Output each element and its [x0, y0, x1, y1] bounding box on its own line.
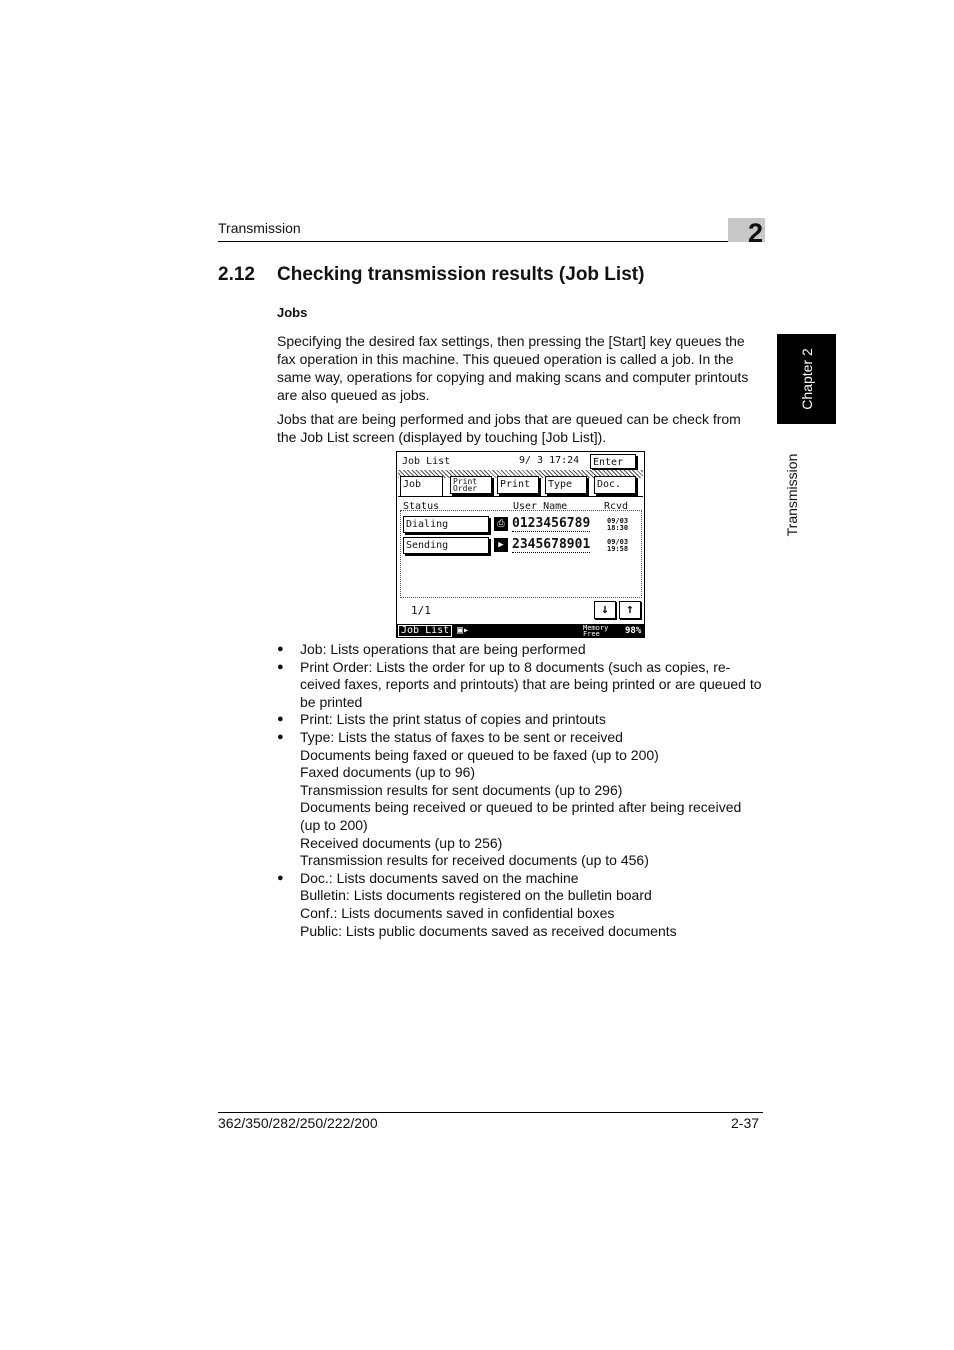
- bullet-subline: Conf.: Lists documents saved in confidential boxes: [300, 904, 615, 921]
- job-status-button[interactable]: Dialing: [403, 516, 489, 533]
- paragraph: Jobs that are being performed and jobs that are queued can be check from the Job List screen (displayed by touching [Job List]).: [277, 411, 741, 445]
- job-number: 0123456789: [512, 516, 591, 531]
- tab-type[interactable]: Type: [545, 476, 587, 494]
- tab-print[interactable]: Print: [497, 476, 539, 494]
- transmit-icon: ▸: [463, 625, 470, 636]
- bullet-icon: ●: [277, 660, 284, 673]
- footer-models: 362/350/282/250/222/200: [218, 1115, 378, 1131]
- memory-free-percent: 98%: [625, 626, 642, 636]
- tab-underline: [398, 496, 643, 497]
- paragraph: Specifying the desired fax settings, then pressing the [Start] key queues the fax operation in this machine. This queued operation is called a job. In the same way, operations for copying and making scans and computer printouts are also queued as jobs.: [277, 333, 749, 403]
- job-rcvd-datetime: [607, 539, 628, 553]
- tab-doc[interactable]: Doc.: [594, 476, 636, 494]
- screen-title: Job List: [402, 456, 451, 467]
- section-title-text: Checking transmission results (Job List): [277, 264, 645, 285]
- page-indicator: 1/1: [411, 604, 431, 617]
- job-date: 09/03: [607, 517, 629, 525]
- side-chapter-tab: [777, 334, 836, 424]
- arrow-up-icon: ↑: [626, 602, 634, 617]
- job-list-screen: [396, 451, 645, 638]
- job-status-button[interactable]: Sending: [403, 537, 489, 554]
- column-header-user-name: User Name: [513, 501, 568, 512]
- memory-label-line2: Free: [583, 630, 600, 638]
- job-date: 09/03: [607, 538, 629, 546]
- bullet-item: [277, 711, 763, 729]
- tab-print-order[interactable]: [450, 476, 492, 494]
- bullet-icon: ●: [277, 713, 284, 726]
- fax-job-icon: ⎙: [494, 517, 508, 531]
- section-title: [218, 264, 644, 286]
- bullet-subline: Public: Lists public documents saved as received documents: [300, 922, 677, 939]
- scroll-down-button[interactable]: [594, 601, 616, 619]
- bullet-item: [277, 870, 763, 888]
- bullet-text: Doc.: Lists documents saved on the machine: [300, 869, 579, 886]
- tab-job[interactable]: Job: [400, 476, 443, 497]
- bullet-icon: ●: [277, 643, 284, 655]
- arrow-down-icon: ↓: [601, 602, 609, 617]
- job-number: 2345678901: [512, 537, 591, 552]
- bullet-item: [277, 659, 763, 712]
- side-section-label: Transmission: [784, 453, 800, 537]
- job-rcvd-datetime: [607, 518, 628, 532]
- bullet-text: Print Order: Lists the order for up to 8 documents (such as copies, re-ceived faxes, reports and printouts) that are being printed or are queued to be printed: [300, 658, 762, 710]
- bullet-subline: Documents being received or queued to be printed after being received (up to 200): [300, 799, 742, 833]
- screen-datetime: 9/ 3 17:24: [519, 455, 580, 466]
- scroll-up-button[interactable]: [619, 601, 641, 619]
- running-header: Transmission: [218, 220, 301, 236]
- side-chapter-label: Chapter 2: [798, 348, 815, 410]
- memory-label-line1: Memory: [583, 624, 609, 632]
- bullet-icon: ●: [277, 730, 284, 743]
- bullet-subline: Bulletin: Lists documents registered on the bulletin board: [300, 887, 652, 904]
- bullet-item: [277, 641, 763, 659]
- tab-print-order-line1: Print: [453, 477, 478, 486]
- bullet-subline: Documents being faxed or queued to be faxed (up to 200): [300, 746, 659, 763]
- sub-heading: Jobs: [277, 305, 308, 320]
- send-job-icon: ▶: [494, 538, 508, 552]
- footer-rule: [218, 1112, 763, 1113]
- enter-button[interactable]: Enter: [590, 454, 636, 469]
- bullet-icon: ●: [277, 871, 284, 884]
- column-header-rcvd: Rcvd: [604, 501, 629, 512]
- bullet-text: Job: Lists operations that are being performed: [300, 641, 586, 657]
- section-number: 2.12: [218, 264, 255, 285]
- bullet-subline: Transmission results for received documents (up to 456): [300, 852, 649, 869]
- bullet-text: Type: Lists the status of faxes to be sent or received: [300, 728, 623, 745]
- footer-page-number: 2-37: [731, 1115, 760, 1131]
- job-time: 18:30: [607, 524, 629, 532]
- tab-print-order-line2: Order: [453, 484, 478, 493]
- job-time: 19:58: [607, 545, 629, 553]
- bullet-item: [277, 729, 763, 747]
- bullet-subline: Faxed documents (up to 96): [300, 764, 476, 781]
- bullet-subline: Received documents (up to 256): [300, 834, 503, 851]
- bullet-text: Print: Lists the print status of copies and printouts: [300, 711, 606, 728]
- memory-label: [583, 625, 608, 637]
- column-header-status: Status: [403, 501, 440, 512]
- bullet-list: [277, 641, 763, 940]
- status-icons: [457, 625, 469, 637]
- bullet-subline: Transmission results for sent documents (up to 296): [300, 781, 623, 798]
- screen-status-bar: [397, 624, 645, 638]
- lock-icon: ▣: [457, 625, 464, 636]
- job-list-button[interactable]: Job List: [398, 625, 452, 637]
- header-rule: [218, 241, 763, 242]
- chapter-number-box: 2: [728, 218, 765, 242]
